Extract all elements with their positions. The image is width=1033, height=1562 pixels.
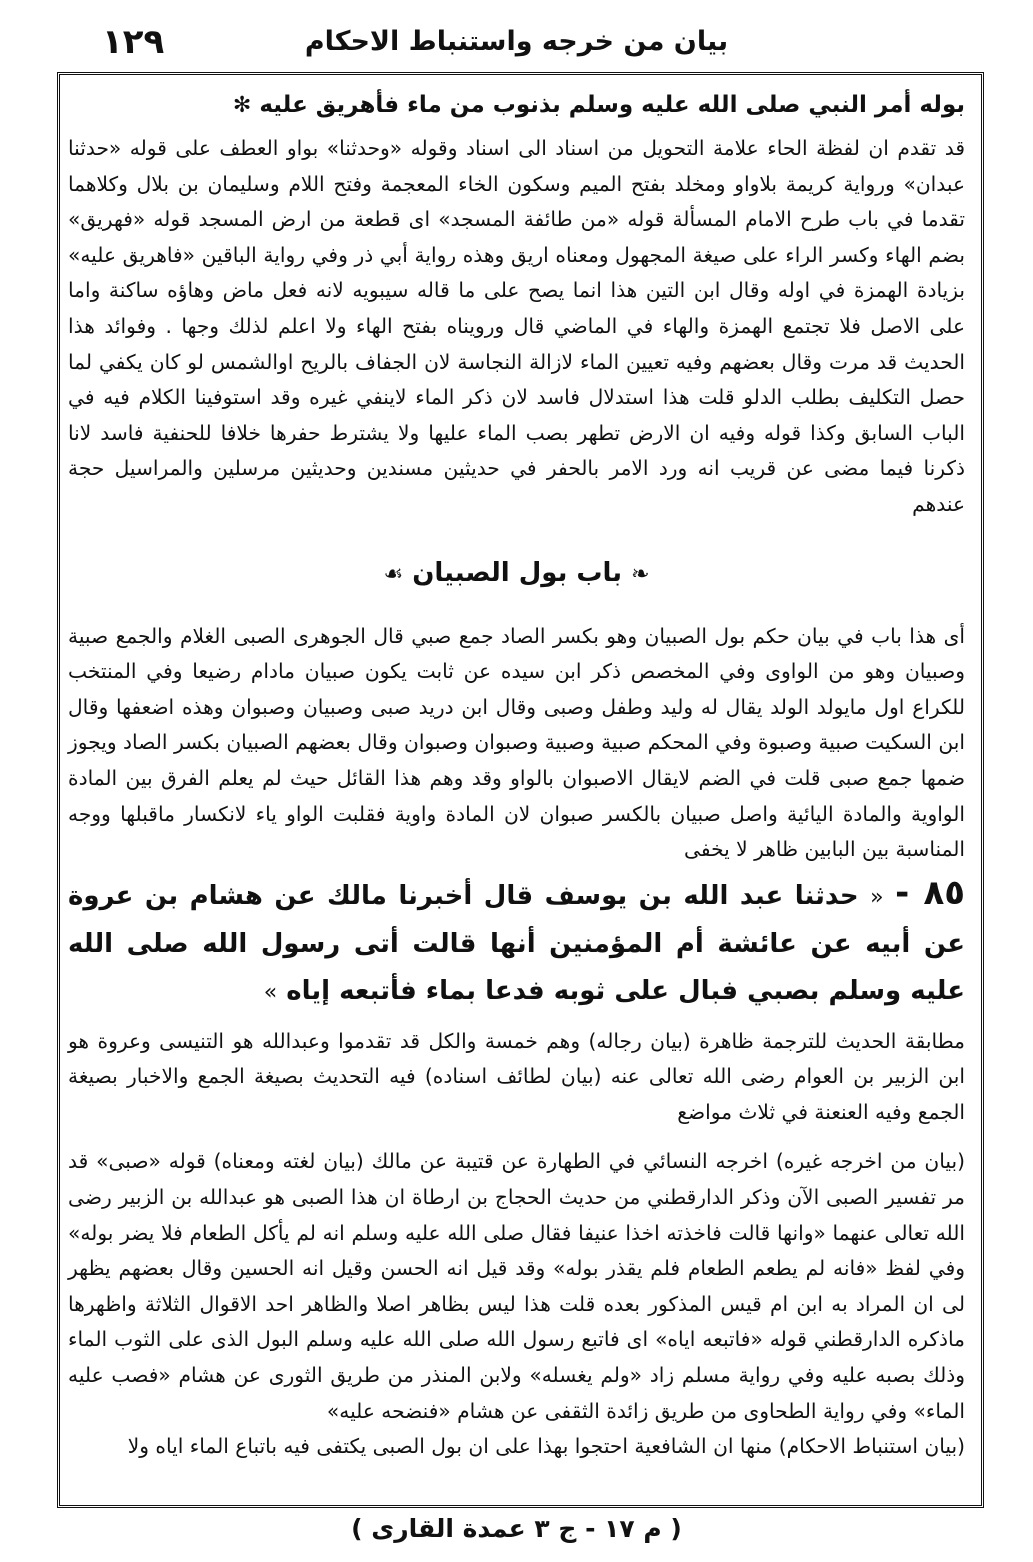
hadith-body: حدثنا عبد الله بن يوسف قال أخبرنا مالك عن هشام بن عروة عن أبيه عن عائشة أم المؤمنين أنها قالت أتى رسول الله صلى الله عليه وسلم بصبي فبال على ثوبه فدعا بماء فأتبعه إياه (68, 880, 965, 1006)
open-bracket-icon: « (870, 884, 884, 910)
quote-text: بوله أمر النبي صلى الله عليه وسلم بذنوب من ماء فأهريق عليه (259, 92, 965, 118)
commentary-paragraph-4: (بيان من اخرجه غيره) اخرجه النسائي في الطهارة عن قتيبة عن مالك (بيان لغته ومعناه) قوله «صبى» قد مر تفسير الصبى الآن وذكر الدارقطني من حديث الحجاج بن ارطاة ان هذا الصبى هو عبدالله بن الزبير رضى الله تعالى عنهما «وانها قالت فاخذته اخذا عنيفا فقال صلى الله عليه وسلم انه لم يأكل الطعام فلا يضر بوله» وفي لفظ «فانه لم يطعم الطعام فلم يقذر بوله» وقد قيل انه الحسن وقيل انه الحسين وقال بعضهم يظهر لى ان المراد به ابن ام قيس المذكور بعده قلت هذا ليس بظاهر اصلا والظاهر احد الاقوال الثلاثة واظهرها ماذكره الدارقطني قوله «فاتبعه اياه» اى فاتبع رسول الله صلى الله عليه وسلم البول الذى على الثوب الماء وذلك بصبه عليه وفي رواية مسلم زاد «ولم يغسله» ولابن المنذر من طريق الثورى عن هشام «فصب عليه الماء» وفي رواية الطحاوى من طريق زائدة الثقفى عن هشام «فنضحه عليه» (68, 1149, 965, 1423)
left-ornament-icon: ☙ (383, 561, 404, 587)
end-ornament-icon: ✻ (232, 93, 252, 118)
commentary-paragraph-1: قد تقدم ان لفظة الحاء علامة التحويل من اسناد الى اسناد وقوله «وحدثنا» بواو العطف على قوله «حدثنا عبدان» ورواية كريمة بلاواو ومخلد بفتح الميم وسكون الخاء المعجمة وفتح اللام وسليمان بن بلال وكلاهما تقدما في باب طرح الامام المسألة قوله «من طائفة المسجد» اى قطعة من ارض المسجد قوله «فهريق» بضم الهاء وكسر الراء على صيغة المجهول ومعناه اريق وهذه رواية أبي ذر وفي رواية الباقين «فاهريق عليه» بزيادة الهمزة في اوله وقال ابن التين هذا انما يصح على ما قاله سيبويه لانه فعل ماض وهاؤه ساكنة واما على الاصل فلا تجتمع الهمزة والهاء في الماضي قال ورويناه بفتح الهاء ولا اعلم لذلك وجها . وفوائد هذا الحديث قد مرت وقال بعضهم وفيه تعيين الماء لازالة النجاسة لان الجفاف بالريح اوالشمس لو كان يكفي لما حصل التكليف بطلب الدلو قلت هذا استدلال فاسد لان ذكر الماء لاينفي غيره وقد استوفينا الكلام فيه في الباب السابق وكذا قوله وفيه ان الارض تطهر بصب الماء عليها ولا يشترط حفرها خلافا للحنفية فاسد لانا ذكرنا فيما مضى عن قريب انه ورد الامر بالحفر في حديثين مسندين وحديثين مرسلين والمراسيل حجة عندهم (68, 136, 965, 516)
paragraph-spacer (68, 1130, 965, 1144)
commentary-paragraph-5: (بيان استنباط الاحكام) منها ان الشافعية احتجوا بهذا على ان بول الصبى يكتفى فيه باتباع الماء اياه ولا (127, 1434, 965, 1459)
running-title: بيان من خرجه واستنباط الاحكام (304, 26, 729, 57)
commentary-paragraph-2: أى هذا باب في بيان حكم بول الصبيان وهو بكسر الصاد جمع صبي قال الجوهرى الصبى الغلام والجمع صبية وصبيان وهو من الواوى وفي المخصص ذكر ابن سيده عن ثابت يكون صبيان مادام رضيعا وفي المنتخب للكراع اول مايولد الولد يقال له وليد وطفل وصبى وقال ابن دريد صبى وصبيان وصبوان وهذه اضعفها وقال ابن السكيت صبية وصبوة وفي المحكم صبية وصبية وصبوان وصبوان وقال بعضهم الصبيان بكسر الصاد ويجوز ضمها جمع صبى قلت في الضم لايقال الاصبوان بالواو وقد وهم هذا القائل حيث لم يعلم الفرق بين المادة الواوية والمادة اليائية واصل صبيان بالكسر صبوان لان المادة واوية فقلبت الواو ياء لانكسار ماقبلها ووجه المناسبة بين البابين ظاهر لا يخفى (68, 623, 965, 862)
section-title-text: باب بول الصبيان (412, 557, 623, 588)
page-footer: ( م ١٧ - ج ٣ عمدة القارى ) (351, 1514, 682, 1543)
page-header (60, 22, 973, 72)
commentary-paragraph-3: مطابقة الحديث للترجمة ظاهرة (بيان رجاله) وهم خمسة والكل قد تقدموا وعبدالله هو التنيسى وعروة هو ابن الزبير بن العوام رضى الله تعالى عنه (بيان لطائف اسناده) فيه التحديث بصيغة الجمع والاخبار بصيغة الجمع وفيه العنعنة في ثلاث مواضع (68, 1028, 965, 1124)
page-number: ١٢٩ (102, 22, 165, 62)
close-bracket-icon: » (263, 979, 278, 1005)
right-ornament-icon: ❧ (631, 561, 650, 587)
hadith-text (68, 870, 965, 1016)
section-title (68, 553, 965, 595)
page-body (68, 82, 965, 1465)
commentary-quote-line (68, 82, 965, 129)
hadith-number: ٨٥ - (895, 872, 965, 913)
